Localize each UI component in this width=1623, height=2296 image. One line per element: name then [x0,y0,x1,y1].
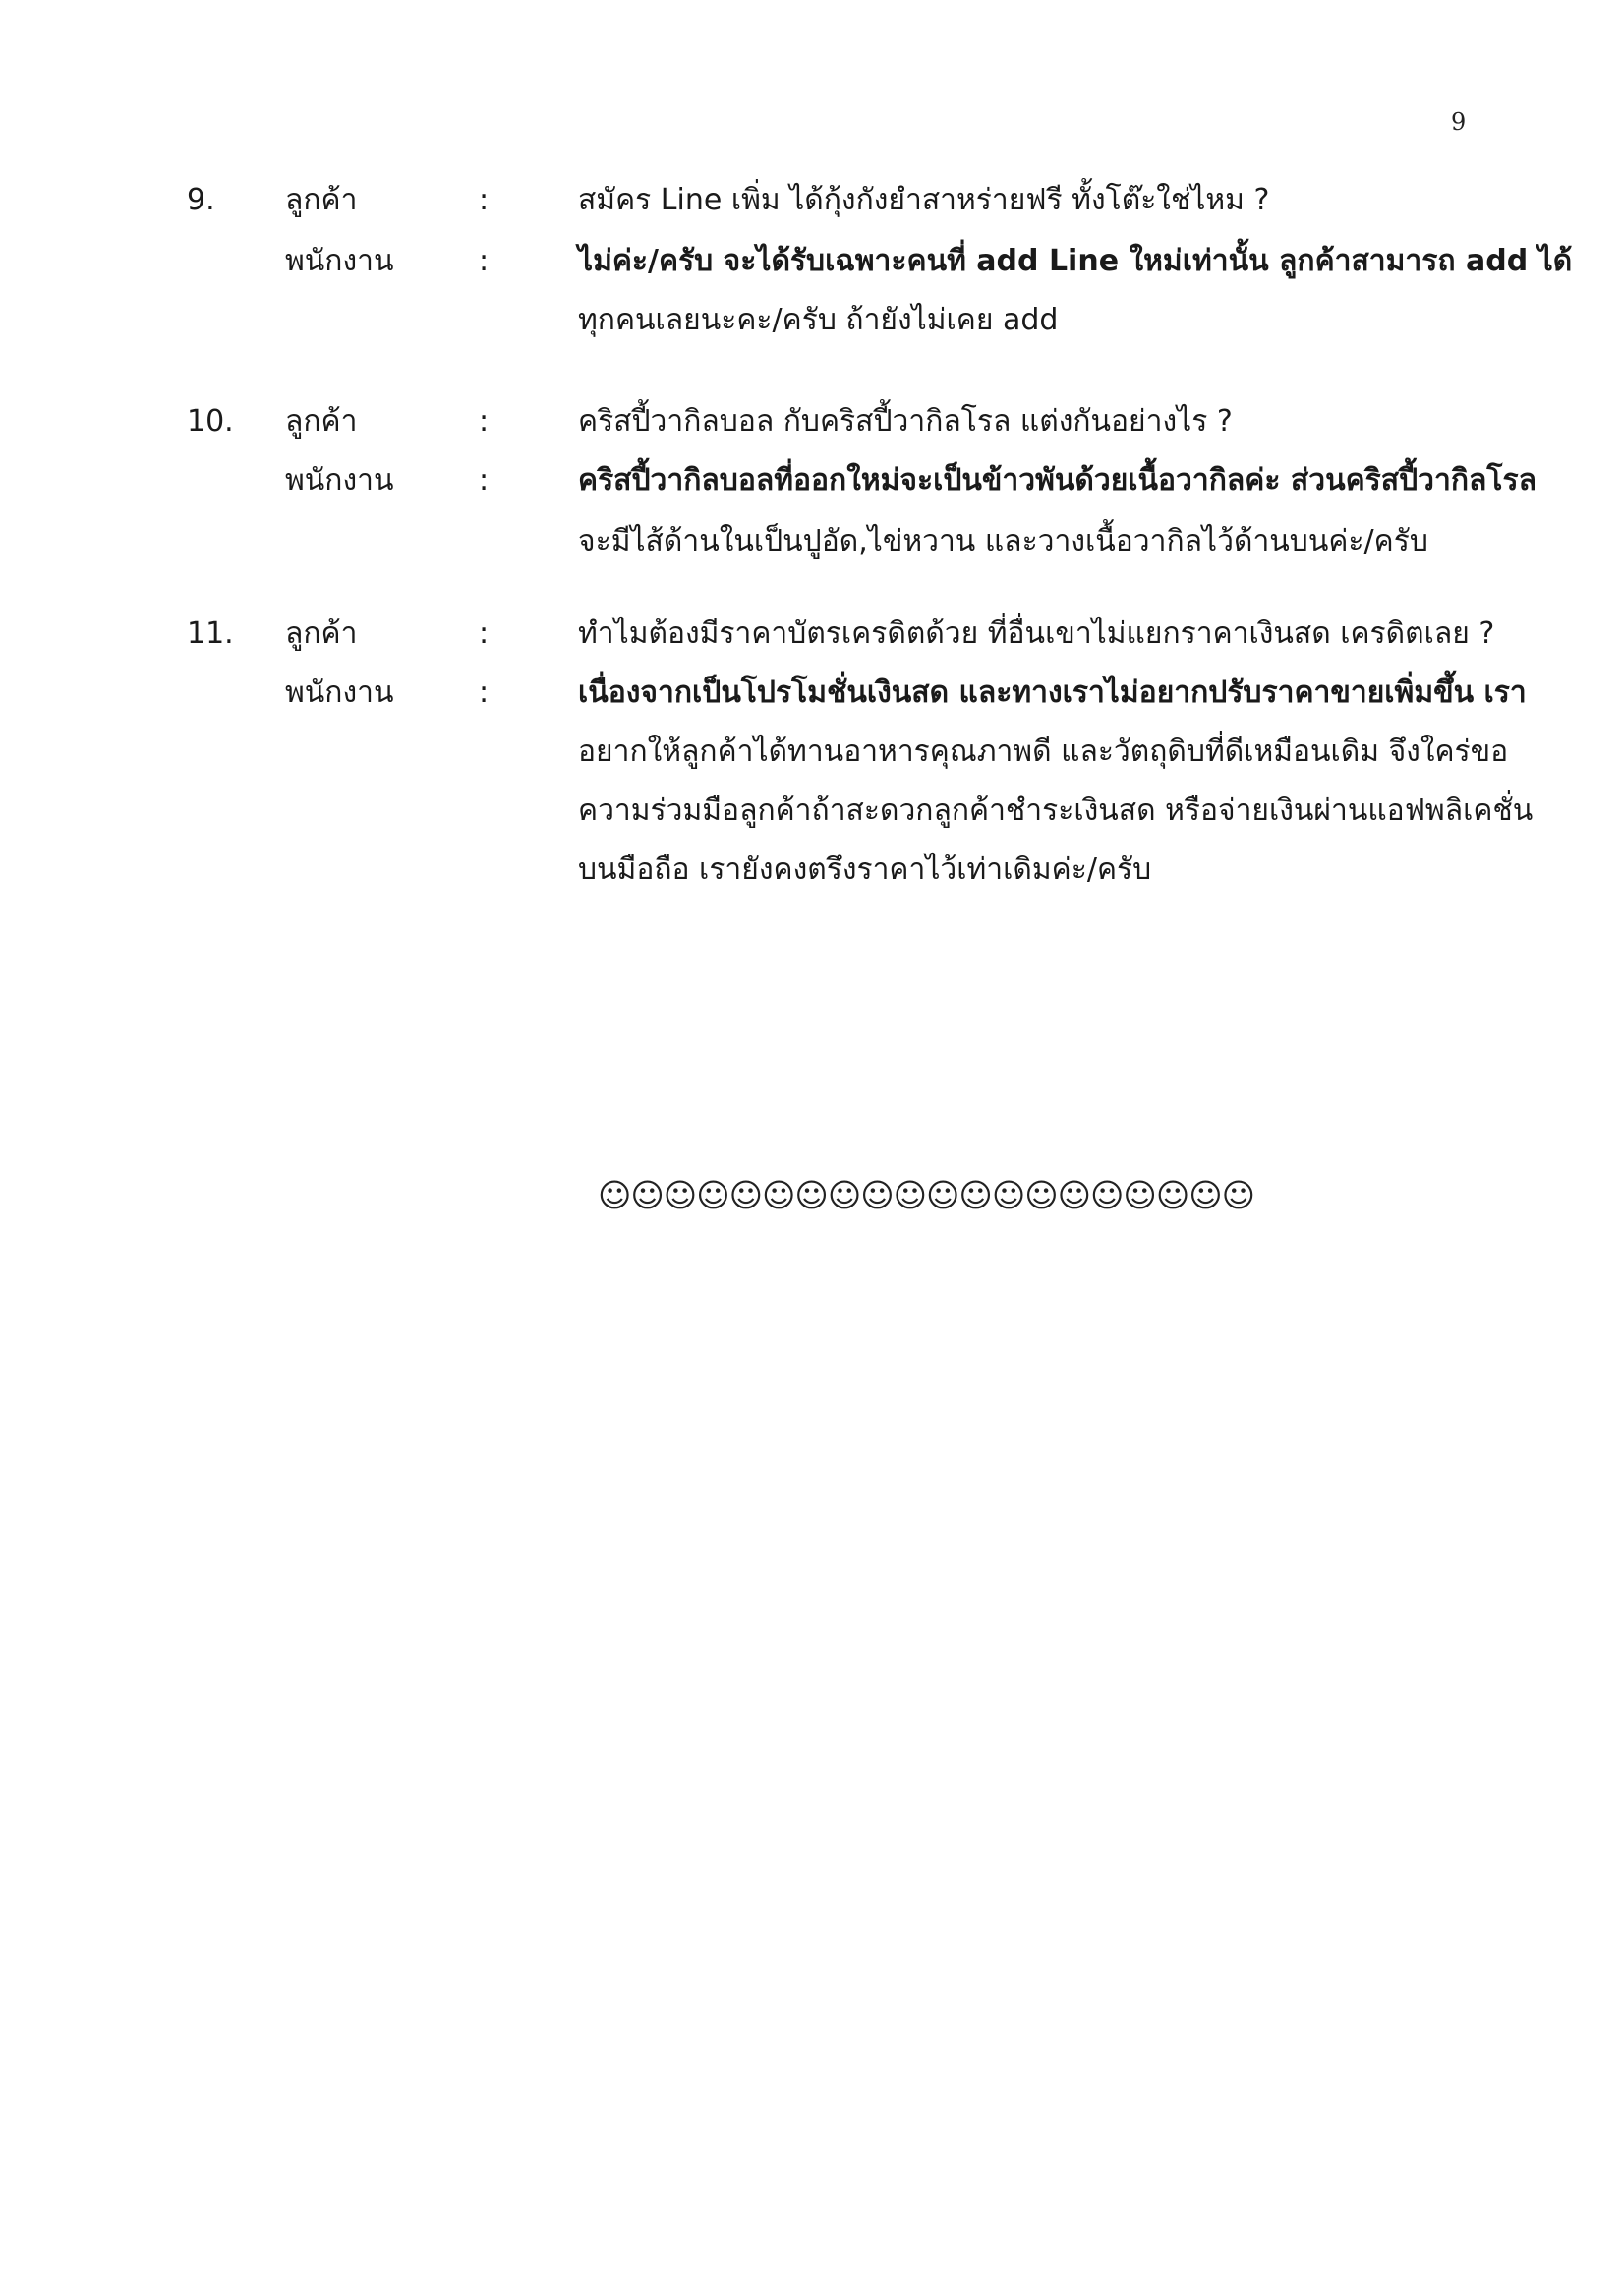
colon: : [479,463,490,498]
colon: : [479,404,490,439]
question-text: คริสปี้วากิลบอล กับคริสปี้วากิลโรล แต่งกันอย่างไร ? [578,404,1233,439]
qa-number: 9. [187,183,215,217]
answer-line: เนื่องจากเป็นโปรโมชั่นเงินสด และทางเราไม่อยากปรับราคาขายเพิ่มขึ้น เรา [578,676,1527,710]
colon: : [479,183,490,217]
colon: : [479,676,490,710]
colon: : [479,244,490,278]
answer-line: ไม่ค่ะ/ครับ จะได้รับเฉพาะคนที่ add Line ใหม่เท่านั้น ลูกค้าสามารถ add ได้ [578,244,1573,278]
answer-line: ความร่วมมือลูกค้าถ้าสะดวกลูกค้าชำระเงินสด หรือจ่ายเงินผ่านแอฟพลิเคชั่น [578,794,1534,828]
staff-label: พนักงาน [285,463,394,498]
colon: : [479,617,490,651]
qa-number: 11. [187,617,234,651]
answer-line: บนมือถือ เรายังคงตรึงราคาไว้เท่าเดิมค่ะ/ครับ [578,853,1152,887]
answer-line: ทุกคนเลยนะคะ/ครับ ถ้ายังไม่เคย add [578,303,1059,337]
customer-label: ลูกค้า [285,404,358,439]
staff-label: พนักงาน [285,244,394,278]
answer-line: คริสปี้วากิลบอลที่ออกใหม่จะเป็นข้าวพันด้วยเนื้อวากิลค่ะ ส่วนคริสปี้วากิลโรล [578,463,1536,498]
staff-label: พนักงาน [285,676,394,710]
qa-number: 10. [187,404,234,439]
answer-line: อยากให้ลูกค้าได้ทานอาหารคุณภาพดี และวัตถุดิบที่ดีเหมือนเดิม จึงใคร่ขอ [578,735,1509,769]
smiley-divider: ☺☺☺☺☺☺☺☺☺☺☺☺☺☺☺☺☺☺☺☺ [598,1176,1255,1214]
customer-label: ลูกค้า [285,183,358,217]
customer-label: ลูกค้า [285,617,358,651]
answer-line: จะมีไส้ด้านในเป็นปูอัด,ไข่หวาน และวางเนื้อวากิลไว้ด้านบนค่ะ/ครับ [578,524,1428,559]
question-text: สมัคร Line เพิ่ม ได้กุ้งกังยำสาหร่ายฟรี ทั้งโต๊ะใช่ไหม ? [578,183,1270,217]
question-text: ทำไมต้องมีราคาบัตรเครดิตด้วย ที่อื่นเขาไม่แยกราคาเงินสด เครดิตเลย ? [578,617,1495,651]
page-number: 9 [1451,108,1467,136]
